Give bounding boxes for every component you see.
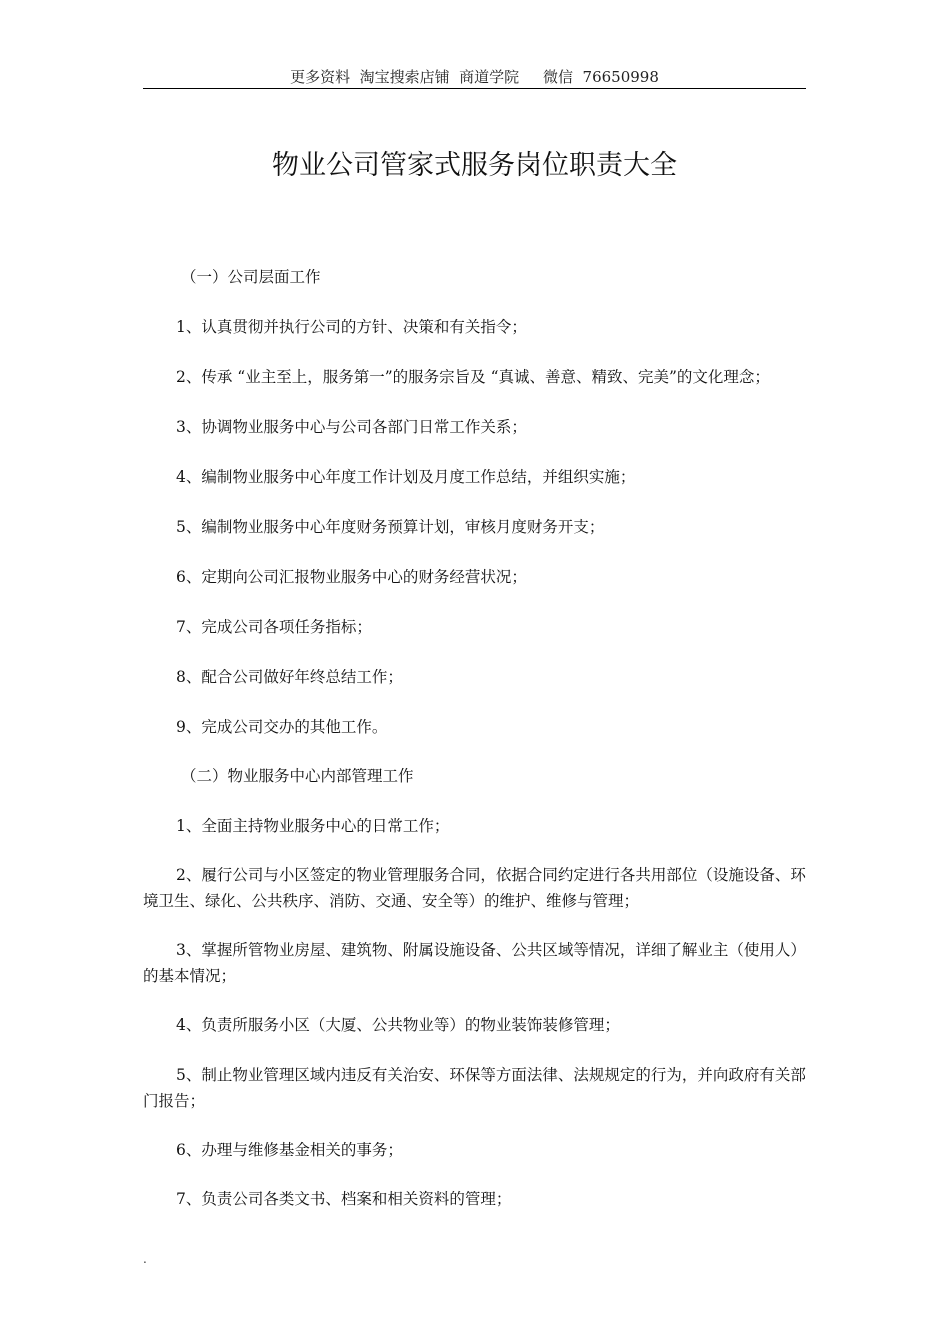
list-item: 9、完成公司交办的其他工作。 [176, 718, 388, 736]
list-item: 4、负责所服务小区（大厦、公共物业等）的物业装饰装修管理； [176, 1016, 620, 1034]
section-heading-2: （二）物业服务中心内部管理工作 [181, 767, 414, 785]
document-title: 物业公司管家式服务岗位职责大全 [272, 150, 677, 181]
list-item: 1、全面主持物业服务中心的日常工作； [176, 817, 450, 835]
footer-mark: . [143, 1252, 147, 1266]
list-item: 6、办理与维修基金相关的事务； [176, 1141, 403, 1159]
page-header: 更多资料 淘宝搜索店铺 商道学院 微信 76650998 [290, 68, 659, 86]
list-item: 7、负责公司各类文书、档案和相关资料的管理； [176, 1190, 512, 1208]
section-heading-1: （一）公司层面工作 [181, 268, 321, 286]
list-item: 5、编制物业服务中心年度财务预算计划，审核月度财务开支； [176, 518, 605, 536]
list-item: 3、掌握所管物业房屋、建筑物、附属设施设备、公共区域等情况，详细了解业主（使用人）的基本情况； [143, 941, 806, 985]
list-item: 7、完成公司各项任务指标； [176, 618, 372, 636]
list-item: 2、履行公司与小区签定的物业管理服务合同，依据合同约定进行各共用部位（设施设备、环境卫生、绿化、公共秩序、消防、交通、安全等）的维护、维修与管理； [143, 866, 806, 910]
list-item: 2、传承 “业主至上，服务第一”的服务宗旨及 “真诚、善意、精致、完美”的文化理念； [176, 368, 770, 386]
list-item: 5、制止物业管理区域内违反有关治安、环保等方面法律、法规规定的行为，并向政府有关部门报告； [143, 1066, 806, 1110]
list-item: 6、定期向公司汇报物业服务中心的财务经营状况； [176, 568, 527, 586]
header-divider [143, 88, 806, 89]
list-item: 4、编制物业服务中心年度工作计划及月度工作总结，并组织实施； [176, 468, 636, 486]
list-item: 3、协调物业服务中心与公司各部门日常工作关系； [176, 418, 527, 436]
list-item: 8、配合公司做好年终总结工作； [176, 668, 403, 686]
list-item: 1、认真贯彻并执行公司的方针、决策和有关指令； [176, 318, 527, 336]
